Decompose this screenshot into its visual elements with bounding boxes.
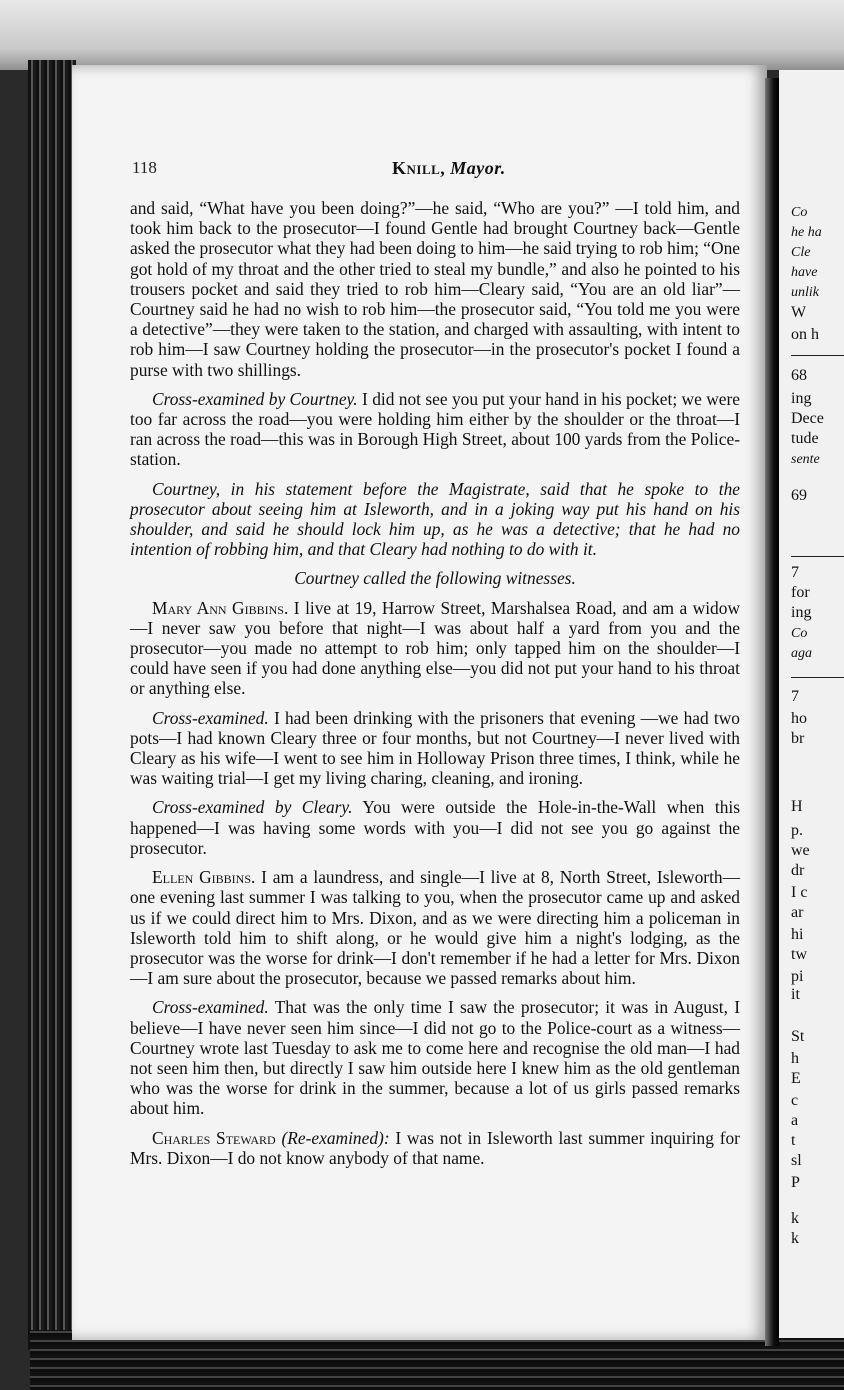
witness-text: I am a laundress, and single—I live at 8, North Street, Isleworth—one evening last summer I was talking to you, when the prosecutor came up and asked us if we could direct him to Mrs. Dixon, and as we were directing him a policeman in Isleworth told him to shift along, or he would give him a night's lodging, as the prosecutor was the worse for drink—I don't remember if he had a letter for Mrs. Dixon—I am sure about the prosecutor, because we passed remarks about him. [130,867,740,989]
facing-page-fragment: k [791,1210,799,1227]
facing-page [779,70,844,1338]
facing-page-fragment: W [791,304,807,321]
cross-examination-text: I did not see you put your hand in his pocket; we were too far across the road—you were holding him either by the shoulder or the throat—I ran across the road—this was in Borough High Street, about 100 yards from the Police-station. [130,388,740,470]
book-page [72,65,767,1340]
facing-page-fragment: on h [791,326,819,343]
facing-page-fragment: aga [791,646,812,661]
facing-page-fragment: he ha [791,225,822,240]
facing-page-fragment: E [791,1070,801,1087]
witness-text: I live at 19, Harrow Street, Marshalsea Road, and am a widow—I never saw you before that night—I was about half a yard from you and the prosecutor—you made no attempt to rob him; only tapped him on the shoulder—I could have seen if you had done anything else—you did not put your hand to his throat or anything else. [130,597,741,699]
facing-page-fragment: a [791,1112,799,1129]
cross-examination-label: Cross-examined. [152,707,269,728]
facing-page-fragment: sl [791,1152,802,1169]
facing-page-fragment: t [791,1132,796,1149]
facing-page-fragment: tude [791,430,819,447]
facing-page-fragment: I c [791,884,808,901]
facing-page-fragment: it [791,986,800,1003]
facing-page-fragment: 68 [791,367,807,384]
re-examination-label: (Re-examined): [281,1127,390,1148]
facing-page-fragment: pi [791,968,804,985]
statement-paragraph: Courtney, in his statement before the Magistrate, said that he spoke to the prosecutor about seeing him at Isleworth, and in a joking way put his hand on his shoulder, and said he should lock him up, as he was a detective; that he had no intention of robbing him, and that Cleary had nothing to do with it. [130,478,740,560]
facing-page-fragment: c [791,1092,799,1109]
facing-page-fragment: ho [791,710,807,727]
witness-name: Charles Steward [152,1127,276,1148]
facing-page-fragment: br [791,730,805,747]
witness-paragraph [130,1128,740,1168]
cross-examination-paragraph [130,797,740,858]
facing-page-fragment: unlik [791,285,819,300]
facing-page-fragment: ing [791,604,812,621]
cross-examination-label: Cross-examined. [152,997,269,1018]
facing-page-fragment: for [791,584,810,601]
facing-page-fragment: Co [791,205,808,220]
facing-page-fragment: p. [791,822,803,839]
witness-paragraph [130,598,740,699]
facing-page-fragment: hi [791,926,804,943]
witness-text: I was not in Isleworth last summer inquiring for Mrs. Dixon—I do not know anybody of that name. [130,1127,740,1168]
facing-page-fragment: ing [791,390,812,407]
facing-page-fragment: have [791,265,818,280]
facing-page-fragment: H [791,798,803,815]
running-head [392,158,506,179]
cross-examination-label: Cross-examined by Courtney. [152,388,358,409]
page-number: 118 [132,158,157,177]
witness-name: Ellen Gibbins. [152,867,256,888]
cross-examination-label: Cross-examined by Cleary. [152,797,353,818]
facing-page-fragment: Co [791,626,808,641]
facing-page-fragment: dr [791,862,805,879]
cross-examination-paragraph [130,389,740,470]
facing-page-fragment: sente [791,452,820,467]
witness-paragraph [130,867,740,988]
witness-name: Mary Ann Gibbins. [152,597,289,618]
facing-page-fragment: P [791,1174,800,1191]
facing-page-fragment: h [791,1050,799,1067]
book-spine-gutter [765,78,779,1346]
running-head-name: Knill, [392,158,446,178]
book-page-edges [28,60,76,1350]
cross-examination-paragraph [130,997,740,1118]
facing-page-fragment: Cle [791,245,811,260]
facing-page-fragment: k [791,1230,799,1247]
cross-examination-paragraph [130,708,740,789]
facing-page-fragment: tw [791,946,807,963]
page-body [130,198,740,1177]
cross-examination-text: I had been drinking with the prisoners that evening —we had two pots—I had known Cleary three or four months, but not Courtney—I never lived with Cleary as his wife—I went to see him in Holloway Prison three times, I think, while he was waiting trial—I get my living charing, cleaning, and ironing. [130,707,740,789]
scan-top-margin [0,0,844,70]
facing-page-fragment: ar [791,904,804,921]
facing-page-fragment: St [791,1028,805,1045]
facing-page-fragment: 7 [791,688,799,705]
facing-page-fragment: 7 [791,564,799,581]
cross-examination-text: That was the only time I saw the prosecutor; it was in August, I believe—I have never seen him since—I did not go to the Police-court as a witness—Courtney wrote last Tuesday to ask me to come here and recognise the old man—I had not seen him then, but directly I saw him outside here I knew him as the old gentleman who was the worse for drink in the summer, because a lot of us girls passed remarks about him. [130,997,740,1119]
testimony-paragraph: and said, “What have you been doing?”—he said, “Who are you?” —I told him, and took him back to the prosecutor—I found Gentle had brought Courtney back—Gentle asked the prosecutor what they had been doing to him—he said trying to rob him; “One got hold of my throat and the other tried to steal my bundle,” and also he pointed to his trousers pocket and said they tried to rob him—Cleary said, “You are an old liar”—Courtney said he had no wish to rob him—the prosecutor said, “You told me you were a detective”—they were taken to the station, and charged with assaulting, with intent to rob him—I saw Courtney holding the prosecutor—in the prosecutor's pocket I found a purse with two shillings. [130,198,740,380]
witnesses-heading: Courtney called the following witnesses. [294,568,576,589]
running-head-title: Mayor. [450,158,506,178]
facing-page-rule [791,355,844,356]
facing-page-rule [791,556,844,557]
facing-page-rule [791,677,844,678]
facing-page-fragment: 69 [791,487,807,504]
facing-page-fragment: Dece [791,410,824,427]
cross-examination-text: You were outside the Hole-in-the-Wall when this happened—I was having some words with you—I did not see you go against the prosecutor. [130,797,740,858]
facing-page-fragment: we [791,842,810,859]
